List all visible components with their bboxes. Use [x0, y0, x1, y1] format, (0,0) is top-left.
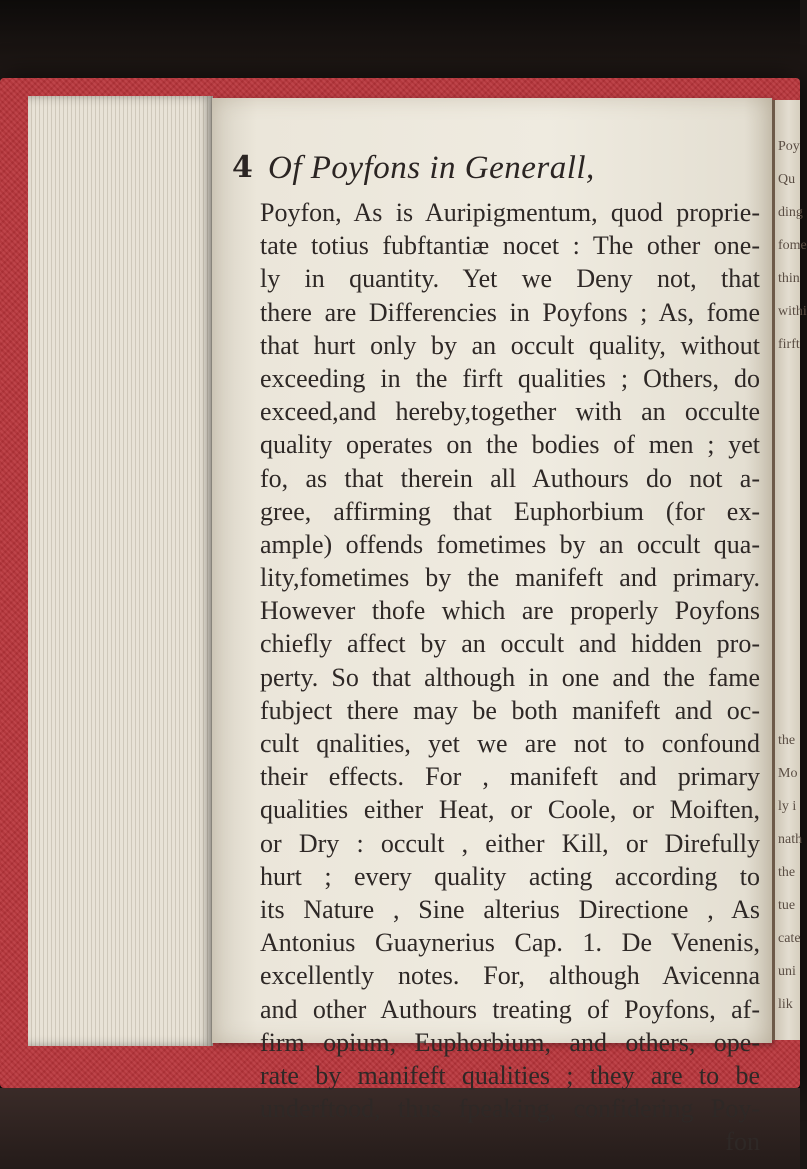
edge-fragment — [778, 1021, 800, 1054]
text-line: exceeding in the firft qualities ; Others, do — [260, 363, 760, 393]
running-head: Of Poyfons in Generall, — [268, 150, 595, 186]
edge-fragment: fome — [778, 238, 807, 253]
edge-fragment: withi — [778, 304, 807, 319]
edge-fragment: Mo — [778, 766, 798, 781]
text-line: gree, affirming that Euphorbium (for ex- — [260, 496, 760, 526]
edge-fragment — [778, 1054, 800, 1087]
edge-fragment: uni — [778, 964, 796, 979]
text-line: or Dry : occult , either Kill, or Direfully — [260, 828, 760, 858]
text-line: qualities either Heat, or Coole, or Moiften, — [260, 795, 760, 825]
text-line: that hurt only by an occult quality, without — [260, 330, 760, 360]
text-line: their effects. For , manifeft and primary — [260, 762, 760, 792]
edge-fragment: lik — [778, 997, 793, 1012]
edge-fragment: cate — [778, 931, 801, 946]
text-line: fon — [725, 1127, 760, 1157]
text-line: and other Authours treating of Poyfons, af- — [260, 994, 760, 1024]
text-line: quality operates on the bodies of men ; yet — [260, 430, 760, 460]
edge-fragment — [778, 460, 800, 493]
edge-fragment — [778, 592, 800, 625]
text-line: However thofe which are properly Poyfons — [260, 596, 760, 626]
text-line: Poyfon, As is Auripigmentum, quod proprie- — [260, 198, 760, 227]
edge-fragment: ding — [778, 205, 803, 220]
text-line: hurt ; every quality acting according to — [260, 861, 760, 891]
edge-fragment: ly i — [778, 799, 797, 814]
text-line: fo, as that therein all Authours do not a- — [260, 463, 760, 493]
text-line: cult qnalities, yet we are not to confound — [260, 729, 760, 758]
text-line: tate totius fubftantiæ nocet : The other one- — [260, 231, 760, 261]
text-line: underftood, thus fpeaking, confidering Poy- — [260, 1094, 760, 1124]
left-page-stack — [28, 96, 213, 1046]
edge-fragment: tue — [778, 898, 796, 913]
text-line: chiefly affect by an occult and hidden pro- — [260, 629, 760, 659]
edge-fragment: Poy — [778, 139, 800, 154]
edge-fragment: the — [778, 733, 796, 748]
page-gutter-edge — [772, 100, 775, 1040]
text-line: lity,fometimes by the manifeft and primary. — [260, 563, 760, 593]
text-line: Antonius Guaynerius Cap. 1. De Venenis, — [260, 928, 760, 958]
text-line: there are Differencies in Poyfons ; As, fome — [260, 297, 760, 327]
next-page-edge-text — [778, 130, 807, 1087]
edge-fragment — [778, 625, 800, 658]
text-line: fubject there may be both manifeft and oc- — [260, 695, 760, 725]
text-line: firm opium, Euphorbium, and others, ope- — [260, 1027, 760, 1057]
page-number: 4 — [232, 150, 253, 185]
text-line: rate by manifeft qualities ; they are to be — [260, 1060, 760, 1090]
edge-fragment — [778, 394, 800, 427]
edge-fragment: the — [778, 865, 796, 880]
edge-fragment: Qu — [778, 172, 796, 187]
edge-fragment: thin — [778, 271, 800, 286]
edge-fragment — [778, 493, 800, 526]
body-text — [260, 196, 760, 1158]
edge-fragment — [778, 691, 800, 724]
text-line: its Nature , Sine alterius Directione , As — [260, 894, 760, 924]
edge-fragment — [778, 427, 800, 460]
text-line: ample) offends fometimes by an occult qua- — [260, 529, 760, 559]
edge-fragment — [778, 658, 800, 691]
text-line: exceed,and hereby,together with an occulte — [260, 397, 760, 427]
background-top — [0, 0, 800, 85]
edge-fragment — [778, 526, 800, 559]
text-line: excellently notes. For, although Avicenna — [260, 961, 760, 991]
edge-fragment — [778, 559, 800, 592]
edge-fragment: firft — [778, 337, 800, 352]
text-line: perty. So that although in one and the fame — [260, 662, 760, 692]
edge-fragment — [778, 361, 800, 394]
text-line: ly in quantity. Yet we Deny not, that — [260, 264, 760, 294]
edge-fragment: nath — [778, 832, 803, 847]
